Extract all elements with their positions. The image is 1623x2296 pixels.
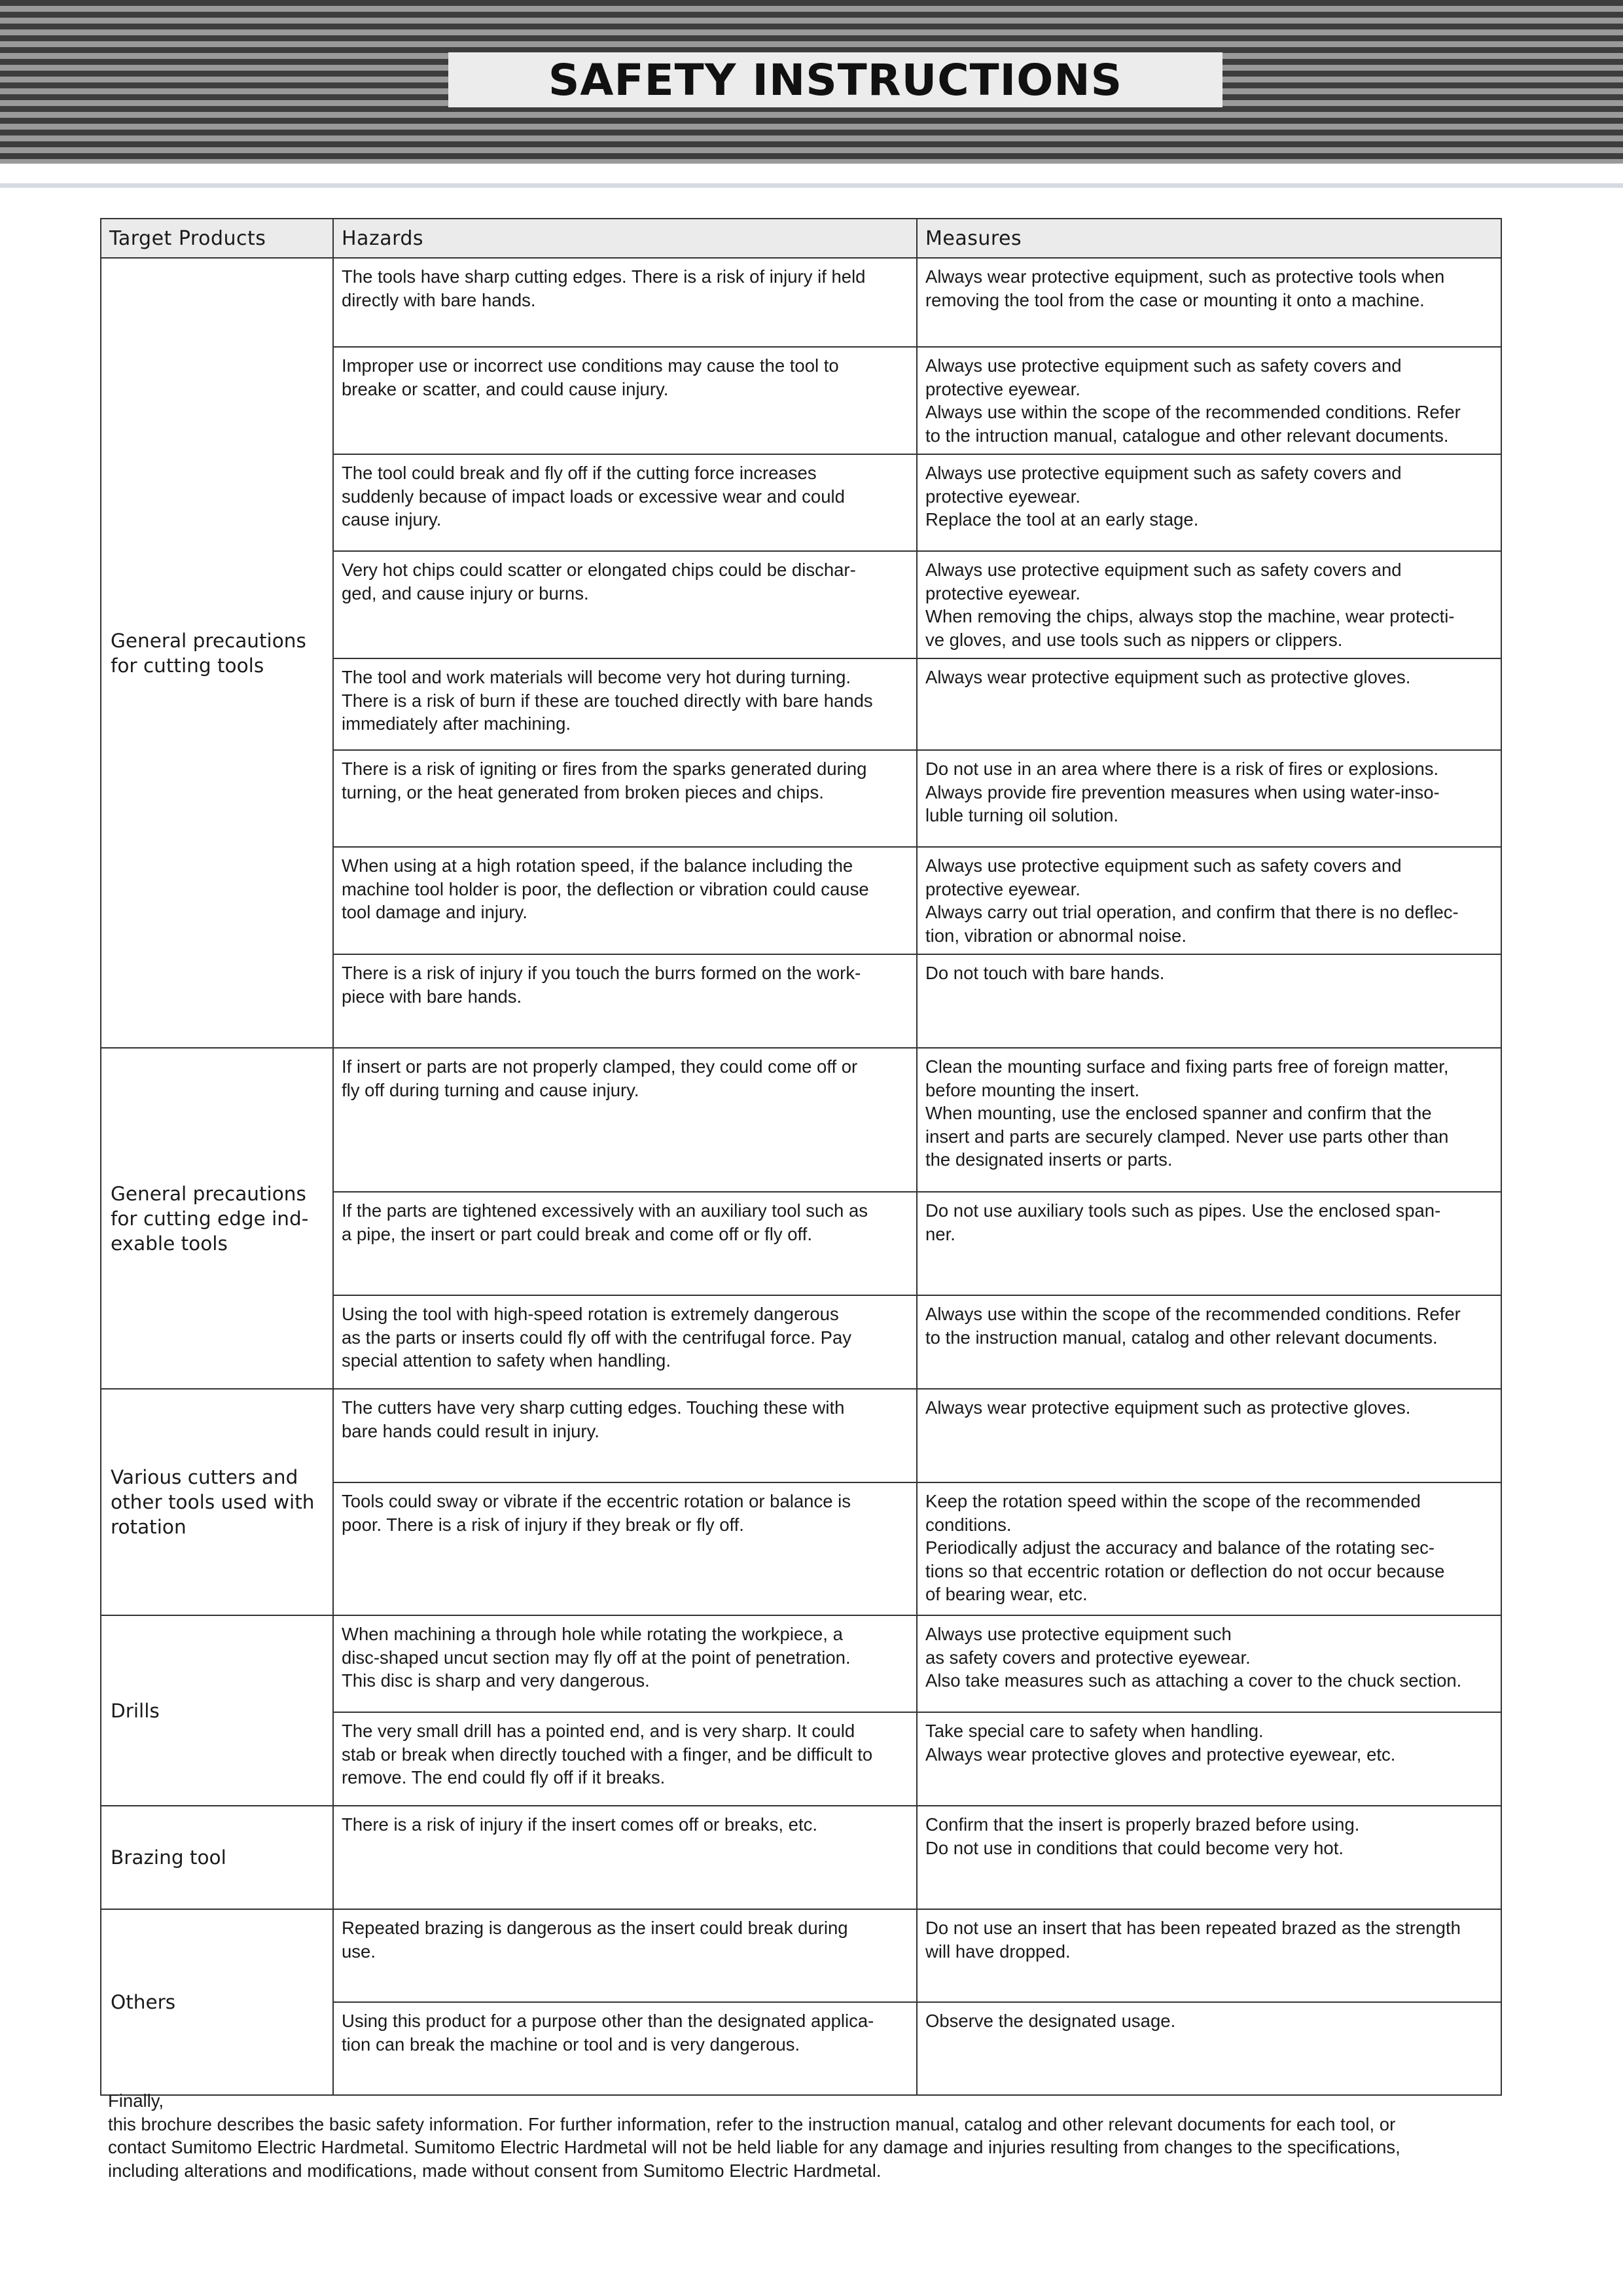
hazard-text: turning, or the heat generated from broken pieces and chips. [342,781,824,802]
measure-cell [917,1048,1501,1192]
hazard-cell [333,2002,917,2095]
measure-text: When mounting, use the enclosed spanner and confirm that the [925,1103,1432,1123]
hazard-text: as the parts or inserts could fly off with the centrifugal force. Pay [342,1327,852,1348]
hazard-text: When machining a through hole while rotating the workpiece, a [342,1624,843,1644]
measure-text: Always wear protective equipment such as protective gloves. [925,667,1411,687]
target-product-cell [101,1806,333,1909]
target-product-label: Brazing tool [111,1846,226,1869]
measure-text: as safety covers and protective eyewear. [925,1647,1251,1668]
hazard-text: tion can break the machine or tool and is very dangerous. [342,2034,800,2054]
measure-cell [917,2002,1501,2095]
measure-text: Do not use in an area where there is a risk of fires or explosions. [925,759,1439,779]
measure-text: Always use protective equipment such as safety covers and [925,355,1402,376]
measure-text: Clean the mounting surface and fixing parts free of foreign matter, [925,1056,1449,1077]
hazard-text: cause injury. [342,509,442,529]
hazard-cell [333,1712,917,1806]
measure-text: Take special care to safety when handling. [925,1721,1264,1741]
hazard-text: breake or scatter, and could cause injury. [342,378,669,399]
measure-text: will have dropped. [925,1941,1071,1962]
hazard-text: The tool and work materials will become very hot during turning. [342,667,851,687]
hazard-text: disc-shaped uncut section may fly off at the point of penetration. [342,1647,851,1668]
hazard-cell [333,347,917,454]
measure-cell [917,551,1501,658]
hazard-text: This disc is sharp and very dangerous. [342,1670,650,1691]
measure-text: protective eyewear. [925,378,1080,399]
measure-text: Also take measures such as attaching a cover to the chuck section. [925,1670,1462,1691]
hazard-cell [333,1615,917,1712]
hazard-text: There is a risk of injury if you touch the burrs formed on the work- [342,963,861,983]
measure-text: to the instruction manual, catalog and other relevant documents. [925,1327,1438,1348]
measure-text: Always carry out trial operation, and confirm that there is no deflec- [925,902,1459,922]
measure-text: ner. [925,1223,955,1244]
measure-text: Do not use auxiliary tools such as pipes. Use the enclosed span- [925,1200,1441,1221]
hazard-text: bare hands could result in injury. [342,1420,599,1441]
hazard-text: Repeated brazing is dangerous as the insert could break during [342,1918,848,1938]
column-header-measures: Measures [917,219,1501,258]
measure-text: protective eyewear. [925,878,1080,899]
measure-text: Do not touch with bare hands. [925,963,1165,983]
hazard-text: special attention to safety when handling. [342,1350,671,1371]
hazard-cell [333,1295,917,1389]
footer-line: including alterations and modifications, made without consent from Sumitomo Electric Hardmetal. [108,2160,882,2181]
hazard-cell [333,551,917,658]
measure-cell [917,347,1501,454]
hazard-text: If the parts are tightened excessively with an auxiliary tool such as [342,1200,868,1221]
hazard-text: There is a risk of igniting or fires from the sparks generated during [342,759,867,779]
table-row [101,1909,1501,2002]
measure-text: Do not use an insert that has been repeated brazed as the strength [925,1918,1461,1938]
hazard-text: a pipe, the insert or part could break and come off or fly off. [342,1223,812,1244]
measure-cell [917,1192,1501,1295]
hazard-cell [333,1389,917,1482]
hazard-text: piece with bare hands. [342,986,522,1007]
table-row [101,1048,1501,1192]
measure-text: Always use within the scope of the recommended conditions. Refer [925,402,1461,422]
hazard-text: Tools could sway or vibrate if the eccentric rotation or balance is [342,1491,851,1511]
target-product-cell [101,1615,333,1806]
measure-text: Always use protective equipment such as safety covers and [925,855,1402,876]
measure-text: Always wear protective gloves and protective eyewear, etc. [925,1744,1396,1765]
target-product-label: Drills [111,1699,160,1722]
footer-note [108,2089,1508,2182]
measure-text: When removing the chips, always stop the machine, wear protecti- [925,606,1455,626]
measure-text: Always wear protective equipment, such as protective tools when [925,266,1445,287]
hazard-cell [333,1192,917,1295]
measure-text: Periodically adjust the accuracy and balance of the rotating sec- [925,1537,1435,1558]
hazard-cell [333,1909,917,2002]
hazard-cell [333,750,917,847]
hazard-text: remove. The end could fly off if it breaks. [342,1767,666,1787]
table-row [101,258,1501,347]
hazard-text: suddenly because of impact loads or excessive wear and could [342,486,845,507]
hazard-cell [333,1048,917,1192]
measure-text: protective eyewear. [925,486,1080,507]
measure-text: luble turning oil solution. [925,805,1119,825]
hazard-text: immediately after machining. [342,713,571,734]
measure-text: conditions. [925,1514,1012,1535]
measure-text: Observe the designated usage. [925,2011,1176,2031]
target-product-label: Various cutters and [111,1466,298,1488]
hazard-text: The cutters have very sharp cutting edges. Touching these with [342,1397,845,1418]
measure-text: Always use protective equipment such [925,1624,1232,1644]
column-header-hazards: Hazards [333,219,917,258]
measure-text: Do not use in conditions that could become very hot. [925,1837,1344,1858]
hazard-text: tool damage and injury. [342,902,527,922]
hazard-text: The tool could break and fly off if the cutting force increases [342,463,817,483]
measure-text: Replace the tool at an early stage. [925,509,1199,529]
table-row [101,1806,1501,1909]
header-divider [0,183,1623,188]
measure-cell [917,1482,1501,1615]
target-product-label: for cutting tools [111,654,264,677]
measure-cell [917,1806,1501,1909]
hazard-cell [333,954,917,1048]
measure-text: to the intruction manual, catalogue and other relevant documents. [925,425,1449,446]
table-body [101,258,1501,2095]
measure-cell [917,1295,1501,1389]
measure-text: Keep the rotation speed within the scope of the recommended [925,1491,1421,1511]
target-product-label: General precautions [111,629,306,652]
hazard-text: There is a risk of injury if the insert comes off or breaks, etc. [342,1814,817,1835]
hazard-text: fly off during turning and cause injury. [342,1079,639,1100]
footer-line: Finally, [108,2090,164,2111]
target-product-label: rotation [111,1516,187,1538]
hazard-text: The tools have sharp cutting edges. There is a risk of injury if held [342,266,866,287]
hazard-text: ged, and cause injury or burns. [342,583,589,603]
table-header-row [101,219,1501,258]
hazard-text: Improper use or incorrect use conditions may cause the tool to [342,355,839,376]
measure-text: removing the tool from the case or mounting it onto a machine. [925,289,1425,310]
measure-text: ve gloves, and use tools such as nippers or clippers. [925,629,1343,650]
measure-cell [917,954,1501,1048]
hazard-text: Using the tool with high-speed rotation is extremely dangerous [342,1304,839,1324]
measure-text: Always wear protective equipment such as protective gloves. [925,1397,1411,1418]
measure-text: insert and parts are securely clamped. Never use parts other than [925,1126,1449,1147]
measure-cell [917,1615,1501,1712]
table-row [101,1389,1501,1482]
measure-cell [917,1389,1501,1482]
title-box [448,52,1222,107]
hazard-text: Using this product for a purpose other than the designated applica- [342,2011,874,2031]
target-product-label: for cutting edge ind- [111,1207,309,1230]
hazard-cell [333,847,917,954]
hazard-cell [333,258,917,347]
measure-cell [917,750,1501,847]
measure-text: before mounting the insert. [925,1079,1140,1100]
hazard-cell [333,658,917,750]
target-product-label: General precautions [111,1182,306,1205]
target-product-label: Others [111,1991,176,2013]
measure-cell [917,658,1501,750]
hazard-text: If insert or parts are not properly clamped, they could come off or [342,1056,858,1077]
measure-text: Always use protective equipment such as safety covers and [925,463,1402,483]
measure-text: of bearing wear, etc. [925,1584,1088,1604]
page-title: SAFETY INSTRUCTIONS [548,54,1123,105]
footer-line: contact Sumitomo Electric Hardmetal. Sumitomo Electric Hardmetal will not be held liable for any damage and injuries resulting from changes to the specifications, [108,2137,1400,2157]
measure-cell [917,454,1501,551]
measure-cell [917,258,1501,347]
column-header-target-products: Target Products [101,219,333,258]
target-product-label: other tools used with [111,1491,315,1513]
hazard-text: machine tool holder is poor, the deflection or vibration could cause [342,878,869,899]
hazard-text: Very hot chips could scatter or elongated chips could be dischar- [342,560,856,580]
measure-cell [917,1712,1501,1806]
hazard-text: use. [342,1941,376,1962]
target-product-label: exable tools [111,1232,228,1255]
target-product-cell [101,1048,333,1389]
measure-text: tion, vibration or abnormal noise. [925,925,1186,946]
measure-text: Confirm that the insert is properly brazed before using. [925,1814,1360,1835]
measure-cell [917,847,1501,954]
hazard-cell [333,1806,917,1909]
measure-text: tions so that eccentric rotation or deflection do not occur because [925,1560,1445,1581]
target-product-cell [101,1909,333,2095]
measure-text: Always use protective equipment such as safety covers and [925,560,1402,580]
hazard-text: directly with bare hands. [342,289,536,310]
measure-cell [917,1909,1501,2002]
measure-text: Always provide fire prevention measures when using water-inso- [925,781,1440,802]
footer-line: this brochure describes the basic safety information. For further information, refer to the instruction manual, catalog and other relevant documents for each tool, or [108,2113,1396,2134]
hazard-text: stab or break when directly touched with a finger, and be difficult to [342,1744,873,1765]
safety-table [100,218,1502,2096]
measure-text: protective eyewear. [925,583,1080,603]
measure-text: Always use within the scope of the recommended conditions. Refer [925,1304,1461,1324]
target-product-cell [101,1389,333,1615]
hazard-text: poor. There is a risk of injury if they break or fly off. [342,1514,744,1535]
measure-text: the designated inserts or parts. [925,1149,1173,1170]
hazard-text: When using at a high rotation speed, if the balance including the [342,855,853,876]
hazard-cell [333,1482,917,1615]
table-row [101,1615,1501,1712]
hazard-text: There is a risk of burn if these are touched directly with bare hands [342,690,873,711]
hazard-text: The very small drill has a pointed end, and is very sharp. It could [342,1721,855,1741]
hazard-cell [333,454,917,551]
target-product-cell [101,258,333,1048]
